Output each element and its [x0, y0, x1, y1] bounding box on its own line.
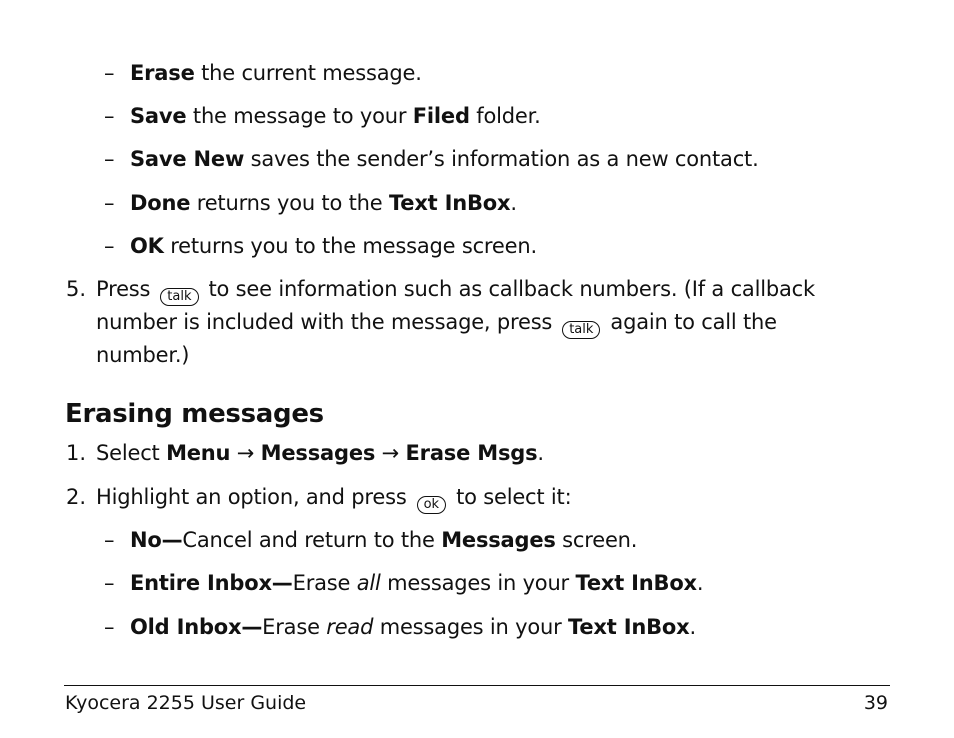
footer-title: Kyocera 2255 User Guide: [65, 692, 307, 714]
bullet-dash: –: [104, 61, 115, 85]
step2-line: Highlight an option, and press ok to select it:: [96, 485, 572, 512]
option-entire-inbox: Entire Inbox—Erase all messages in your Text InBox.: [130, 571, 704, 595]
bullet-dash: –: [104, 234, 115, 258]
bullet-erase: Erase the current message.: [130, 61, 422, 85]
bullet-save-new: Save New saves the sender’s information as a new contact.: [130, 147, 759, 171]
arrow-icon: →: [230, 441, 261, 465]
option-no: No—Cancel and return to the Messages screen.: [130, 528, 638, 552]
option-old-inbox: Old Inbox—Erase read messages in your Text InBox.: [130, 615, 696, 639]
bullet-dash: –: [104, 528, 115, 552]
bullet-dash: –: [104, 571, 115, 595]
step-number: 1.: [66, 441, 87, 465]
ok-key-icon: ok: [417, 496, 446, 514]
bullet-ok: OK returns you to the message screen.: [130, 234, 537, 258]
bullet-dash: –: [104, 191, 115, 215]
step-number: 2.: [66, 485, 87, 509]
bullet-done: Done returns you to the Text InBox.: [130, 191, 517, 215]
step1-line: Select Menu → Messages → Erase Msgs.: [96, 441, 544, 465]
step5-line3: number.): [96, 343, 190, 367]
footer-rule: [64, 685, 890, 686]
bullet-save: Save the message to your Filed folder.: [130, 104, 541, 128]
bullet-dash: –: [104, 147, 115, 171]
page-number: 39: [863, 692, 888, 714]
bullet-dash: –: [104, 104, 115, 128]
talk-key-icon: talk: [562, 321, 600, 339]
talk-key-icon: talk: [160, 288, 198, 306]
bullet-dash: –: [104, 615, 115, 639]
section-heading: Erasing messages: [65, 399, 324, 429]
step-number: 5.: [66, 277, 87, 301]
step5-line2: number is included with the message, press talk again to call the: [96, 310, 777, 337]
step5-line1: Press talk to see information such as callback numbers. (If a callback: [96, 277, 815, 304]
arrow-icon: →: [375, 441, 406, 465]
